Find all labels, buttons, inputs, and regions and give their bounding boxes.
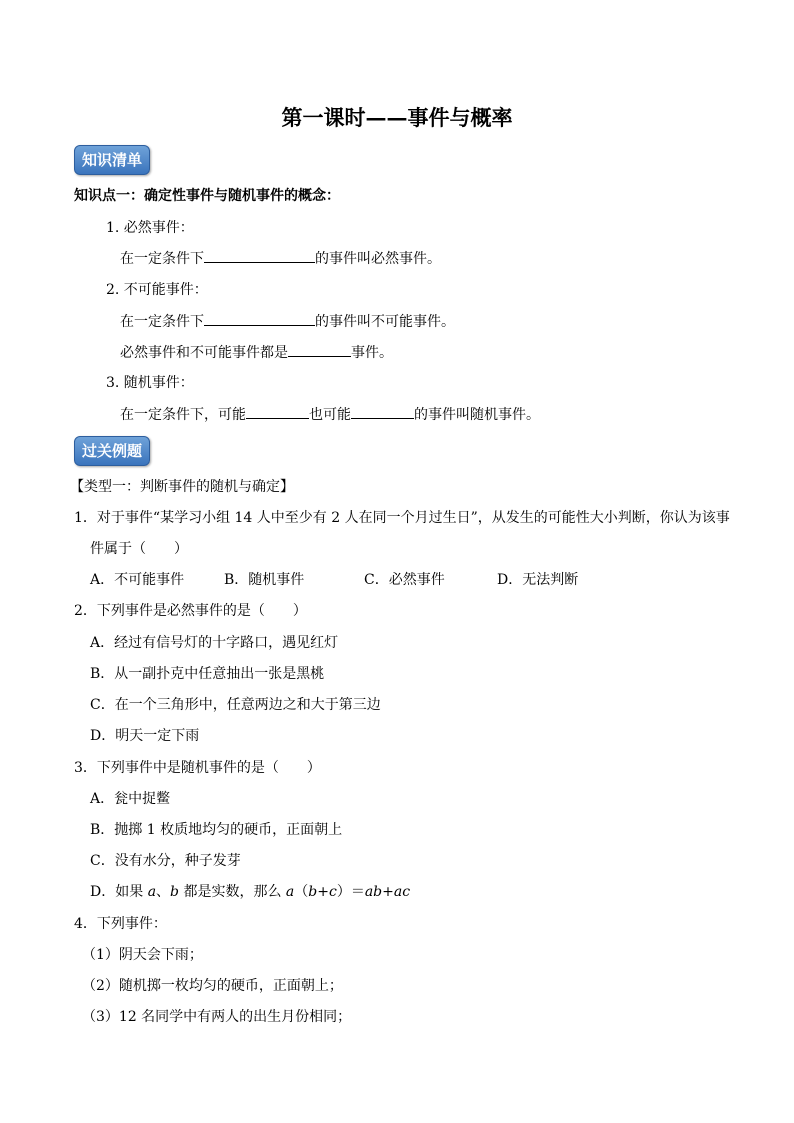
knowledge-item-line — [120, 248, 441, 269]
fill-blank — [204, 248, 315, 263]
line-text-pre: 必然事件和不可能事件都是 — [120, 345, 288, 361]
math-expr-rhs: ab+ac — [364, 884, 411, 900]
fill-blank — [351, 404, 414, 419]
page-title: 第一课时——事件与概率 — [281, 105, 513, 130]
fill-blank — [288, 342, 351, 357]
question-2-stem: 2．下列事件是必然事件的是（ ） — [74, 603, 307, 619]
question-1-option-b: B．随机事件 — [224, 572, 305, 588]
question-3-option-a: A．瓮中捉鳖 — [90, 791, 171, 807]
option-text: （ — [294, 884, 309, 900]
option-text: 、 — [156, 884, 171, 900]
line-text-pre: 在一定条件下 — [120, 314, 204, 330]
question-3-option-d — [90, 882, 410, 902]
question-2-option-d: D．明天一定下雨 — [90, 728, 200, 744]
line-text-post: 的事件叫随机事件。 — [414, 407, 540, 423]
line-text-pre: 在一定条件下，可能 — [120, 407, 246, 423]
question-3-stem: 3．下列事件中是随机事件的是（ ） — [74, 760, 321, 776]
question-1-option-a: A．不可能事件 — [90, 572, 185, 588]
line-text-post: 的事件叫必然事件。 — [315, 251, 441, 267]
knowledge-item-line — [120, 311, 455, 332]
option-text: 都是实数，那么 — [179, 884, 286, 900]
line-text-post: 事件。 — [351, 345, 393, 361]
math-var-a: a — [285, 884, 295, 900]
knowledge-item-line — [120, 342, 393, 363]
question-4-stem: 4．下列事件： — [74, 916, 167, 932]
option-text: ）＝ — [336, 884, 365, 900]
question-1-stem-cont: 件属于（ ） — [90, 541, 188, 557]
question-2-option-c: C．在一个三角形中，任意两边之和大于第三边 — [90, 697, 381, 713]
option-text: D．如果 — [90, 884, 148, 900]
line-text-mid: 也可能 — [309, 407, 351, 423]
knowledge-item-line — [120, 404, 540, 425]
fill-blank — [246, 404, 309, 419]
question-2-option-b: B．从一副扑克中任意抽出一张是黑桃 — [90, 666, 325, 682]
math-expr-bc: b+c — [308, 884, 337, 900]
knowledge-item-label: 2. 不可能事件： — [106, 282, 208, 298]
type-heading: 【类型一：判断事件的随机与确定】 — [70, 479, 294, 495]
fill-blank — [204, 311, 315, 326]
question-1-option-c: C．必然事件 — [364, 572, 445, 588]
question-2-option-a: A．经过有信号灯的十字路口，遇见红灯 — [90, 635, 339, 651]
line-text-post: 的事件叫不可能事件。 — [315, 314, 455, 330]
question-3-option-b: B．抛掷 1 枚质地均匀的硬币，正面朝上 — [90, 822, 343, 838]
section-badge-examples: 过关例题 — [74, 436, 150, 466]
question-1-option-d: D．无法判断 — [497, 572, 579, 588]
knowledge-item-label: 1. 必然事件： — [106, 220, 194, 236]
line-text-pre: 在一定条件下 — [120, 251, 204, 267]
question-4-item: （2）随机掷一枚均匀的硬币，正面朝上； — [82, 978, 343, 994]
question-3-option-c: C．没有水分，种子发芽 — [90, 853, 241, 869]
knowledge-item-label: 3. 随机事件： — [106, 375, 194, 391]
math-var-a: a — [147, 884, 157, 900]
question-1-stem: 1．对于事件“某学习小组 14 人中至少有 2 人在同一个月过生日”，从发生的可能性大小判断，你认为该事 — [74, 510, 730, 526]
knowledge-point-heading: 知识点一：确定性事件与随机事件的概念： — [74, 188, 340, 204]
section-badge-knowledge: 知识清单 — [74, 145, 150, 175]
question-4-item: （1）阴天会下雨； — [82, 947, 203, 963]
math-var-b: b — [170, 884, 180, 900]
question-4-item: （3）12 名同学中有两人的出生月份相同； — [82, 1009, 352, 1025]
